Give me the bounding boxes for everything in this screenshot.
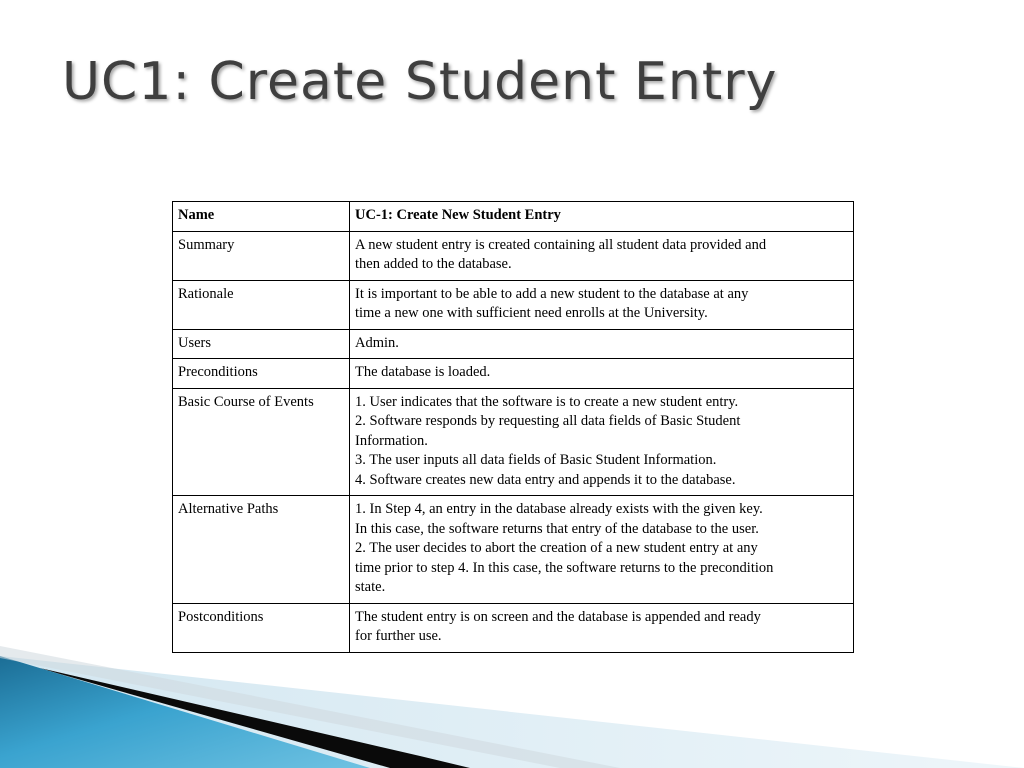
use-case-table — [172, 201, 854, 653]
table-row-rationale — [173, 280, 854, 329]
row-line: Admin. — [355, 334, 399, 351]
row-key: Preconditions — [173, 359, 350, 389]
row-line: then added to the database. — [355, 256, 512, 272]
row-line: The database is loaded. — [355, 364, 491, 380]
row-key: Users — [173, 329, 350, 359]
slide-title: UC1: Create Student Entry — [62, 52, 778, 112]
row-key: Summary — [173, 231, 350, 280]
row-line: The student entry is on screen and the database is appended and ready — [355, 608, 761, 625]
row-line: 3. The user inputs all data fields of Basic Student Information. — [355, 452, 717, 468]
corner-decoration — [0, 638, 1024, 768]
row-line: for further use. — [355, 628, 442, 644]
row-value — [350, 359, 854, 389]
row-key: Rationale — [173, 280, 350, 329]
row-line: state. — [355, 579, 386, 595]
row-value — [350, 280, 854, 329]
row-line: 1. User indicates that the software is to create a new student entry. — [355, 393, 739, 410]
row-line: 2. Software responds by requesting all data fields of Basic Student — [355, 413, 741, 429]
row-value — [350, 388, 854, 496]
row-line: 2. The user decides to abort the creation of a new student entry at any — [355, 540, 758, 556]
row-line: A new student entry is created containing all student data provided and — [355, 236, 767, 253]
row-line: 1. In Step 4, an entry in the database already exists with the given key. — [355, 501, 763, 517]
row-value — [350, 231, 854, 280]
row-value — [350, 329, 854, 359]
header-value-cell: UC-1: Create New Student Entry — [350, 202, 854, 232]
row-line: It is important to be able to add a new student to the database at any — [355, 285, 749, 302]
row-line: time prior to step 4. In this case, the software returns to the precondition — [355, 559, 774, 576]
row-line: Information. — [355, 432, 428, 449]
table-header-row — [173, 202, 854, 232]
table-row-users — [173, 329, 854, 359]
row-value — [350, 496, 854, 604]
row-line: In this case, the software returns that entry of the database to the user. — [355, 520, 759, 537]
row-line: time a new one with sufficient need enrolls at the University. — [355, 305, 708, 321]
row-key: Alternative Paths — [173, 496, 350, 604]
row-key: Postconditions — [173, 603, 350, 652]
table-row-basic-course — [173, 388, 854, 496]
table-row-summary — [173, 231, 854, 280]
header-key-cell: Name — [173, 202, 350, 232]
table-row-alternative-paths — [173, 496, 854, 604]
table-row-preconditions — [173, 359, 854, 389]
row-line: 4. Software creates new data entry and appends it to the database. — [355, 471, 736, 488]
row-key: Basic Course of Events — [173, 388, 350, 496]
